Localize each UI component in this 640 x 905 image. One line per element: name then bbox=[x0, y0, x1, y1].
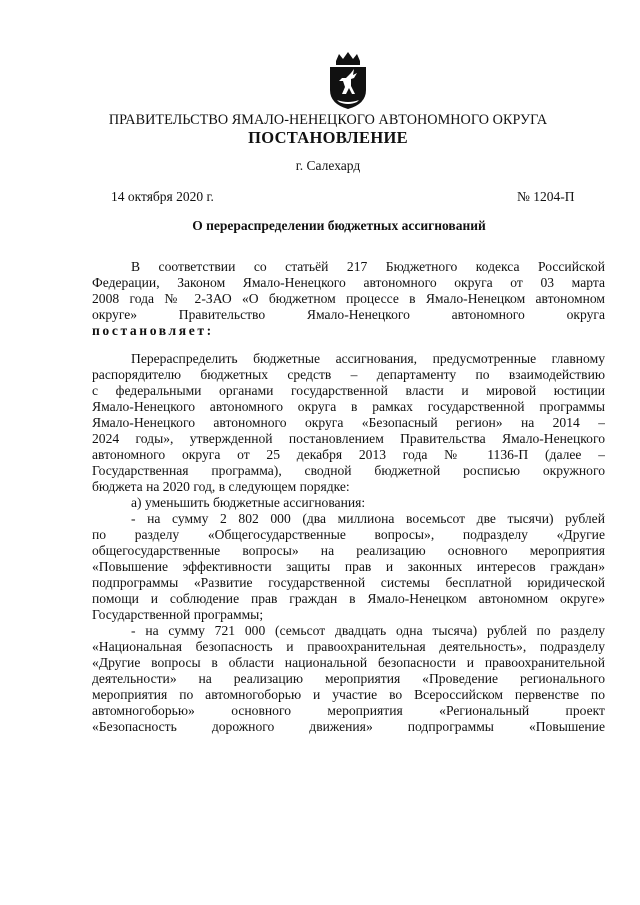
body-line: помощи и соблюдение прав граждан в Ямало-Ненецком автономном округе» bbox=[92, 591, 605, 606]
document-number: № 1204-П bbox=[517, 189, 575, 204]
list-item-heading: а) уменьшить бюджетные ассигнования: bbox=[131, 495, 366, 510]
document-subject: О перераспределении бюджетных ассигнований bbox=[192, 218, 486, 233]
body-line: по разделу «Общегосударственные вопросы», подразделу «Другие bbox=[92, 527, 605, 542]
body-line: Государственной программы; bbox=[92, 607, 264, 622]
body-line: подпрограммы «Развитие государственной системы бесплатной юридической bbox=[92, 575, 605, 590]
preamble-line: 2008 года № 2-ЗАО «О бюджетном процессе в Ямало-Ненецком автономном bbox=[92, 291, 605, 306]
body-line: Государственная программа), сводной бюджетной росписью окружного bbox=[92, 463, 605, 478]
body-line: деятельности» на реализацию мероприятия «Проведение регионального bbox=[92, 671, 605, 686]
body-line: автомногоборью» основного мероприятия «Региональный проект bbox=[92, 703, 605, 718]
body-line: распорядителю бюджетных средств – департаменту по взаимодействию bbox=[92, 367, 605, 382]
preamble-line: округе» Правительство Ямало-Ненецкого автономного округа bbox=[92, 307, 605, 322]
body-line: 2024 годы», утвержденной постановлением Правительства Ямало-Ненецкого bbox=[92, 431, 605, 446]
body-line: мероприятия по автомногоборью и участие во Всероссийском первенстве по bbox=[92, 687, 605, 702]
body-line: с федеральными органами государственной власти и мировой юстиции bbox=[92, 383, 605, 398]
government-name: ПРАВИТЕЛЬСТВО ЯМАЛО-НЕНЕЦКОГО АВТОНОМНОГО ОКРУГА bbox=[108, 112, 548, 128]
preamble-line: В соответствии со статьёй 217 Бюджетного кодекса Российской bbox=[131, 259, 605, 274]
body-line: «Национальная безопасность и правоохранительная деятельность», подразделу bbox=[92, 639, 605, 654]
body-line: Перераспределить бюджетные ассигнования, предусмотренные главному bbox=[131, 351, 605, 366]
body-line: автономного округа от 25 декабря 2013 года № 1136-П (далее – bbox=[92, 447, 605, 462]
document-date: 14 октября 2020 г. bbox=[111, 189, 214, 204]
body-line: «Повышение эффективности защиты прав и законных интересов граждан» bbox=[92, 559, 605, 574]
preamble-line: Федерации, Законом Ямало-Ненецкого автономного округа от 03 марта bbox=[92, 275, 605, 290]
city: г. Салехард bbox=[295, 158, 361, 173]
coat-of-arms-emblem bbox=[327, 52, 369, 110]
body-line: общегосударственные вопросы» на реализацию основного мероприятия bbox=[92, 543, 605, 558]
body-line: - на сумму 2 802 000 (два миллиона восемьсот две тысячи) рублей bbox=[131, 511, 605, 526]
body-line: «Безопасность дорожного движения» подпрограммы «Повышение bbox=[92, 719, 605, 734]
body-line: бюджета на 2020 год, в следующем порядке: bbox=[92, 479, 350, 494]
resolves-word: постановляет: bbox=[92, 323, 214, 338]
body-line: Ямало-Ненецкого автономного округа «Безопасный регион» на 2014 – bbox=[92, 415, 605, 430]
body-line: Ямало-Ненецкого автономного округа в рамках государственной программы bbox=[92, 399, 605, 414]
body-line: - на сумму 721 000 (семьсот двадцать одна тысяча) рублей по разделу bbox=[131, 623, 605, 638]
body-line: «Другие вопросы в области национальной безопасности и правоохранительной bbox=[92, 655, 605, 670]
document-type-title: ПОСТАНОВЛЕНИЕ bbox=[248, 128, 408, 147]
